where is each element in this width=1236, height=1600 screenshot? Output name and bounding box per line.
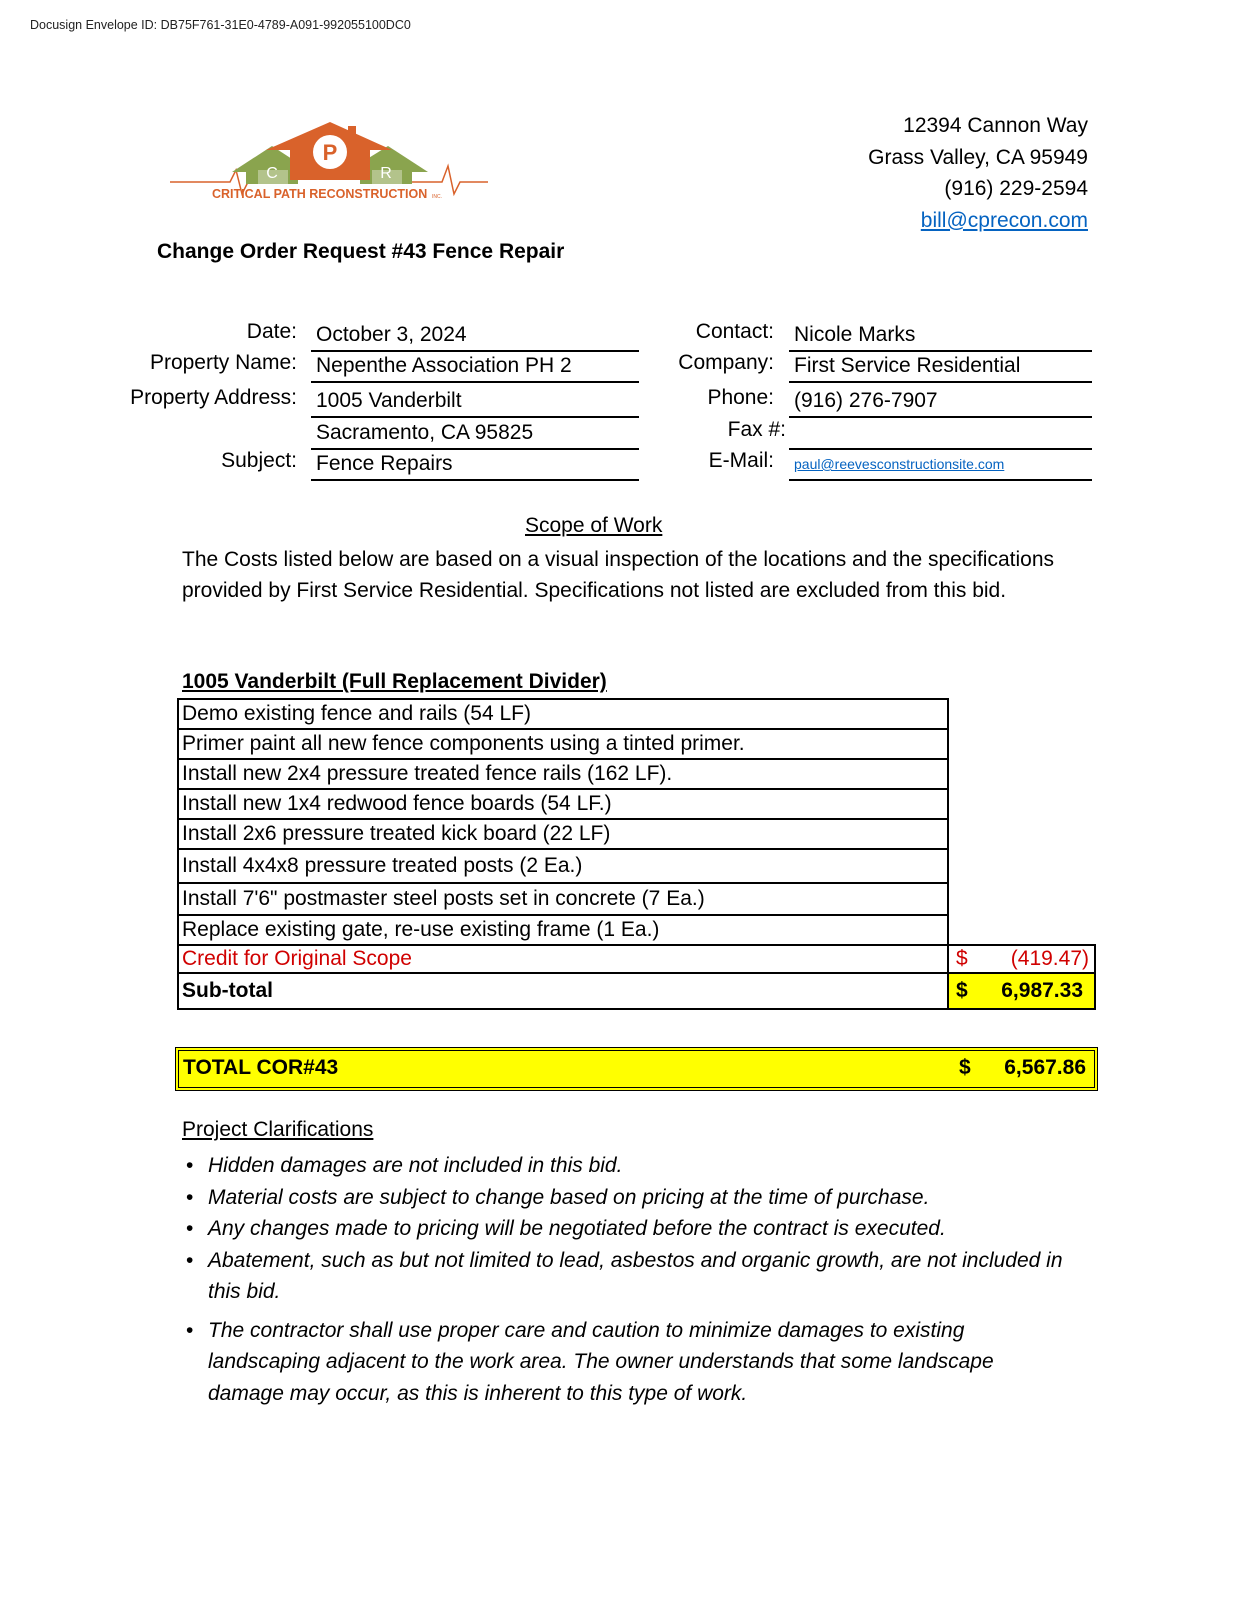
clarifications-list [186,1150,1066,1409]
date-value: October 3, 2024 [311,320,639,352]
table-row [178,883,1095,915]
total-amount: 6,567.86 [1004,1056,1086,1079]
property-address-line2: Sacramento, CA 95825 [311,418,639,450]
company-city: Grass Valley, CA 95949 [868,145,1088,169]
email-value[interactable]: paul@reevesconstructionsite.com [789,449,1092,481]
subtotal-label: Sub-total [178,973,948,1009]
phone-value: (916) 276-7907 [789,386,1092,418]
scope-items-table [177,698,1096,1010]
item-description: Install 2x6 pressure treated kick board (22 LF) [178,819,948,849]
item-description: Install new 2x4 pressure treated fence rails (162 LF). [178,759,948,789]
contact-label: Contact: [695,320,774,343]
item-description: Demo existing fence and rails (54 LF) [178,699,948,729]
total-label: TOTAL COR#43 [183,1056,339,1079]
list-item: • Any changes made to pricing will be negotiated before the contract is executed. [186,1213,1066,1245]
logo-letter-p: P [322,140,338,165]
contact-value: Nicole Marks [789,320,1092,352]
company-logo [170,120,488,212]
table-row [178,789,1095,819]
list-item: • Abatement, such as but not limited to lead, asbestos and organic growth, are not included in this bid. [186,1245,1066,1308]
company-phone: (916) 229-2594 [944,177,1088,200]
list-item: • The contractor shall use proper care and caution to minimize damages to existing landscaping adjacent to the work area. The owner understands that some landscape damage may occur, as this is inherent to this type of work. [186,1315,1066,1410]
property-address-line1: 1005 Vanderbilt [311,386,639,418]
item-description: Install 4x4x8 pressure treated posts (2 Ea.) [178,849,948,883]
subject-label: Subject: [221,449,297,472]
subtotal-currency: $ [956,979,968,1002]
table-row [178,849,1095,883]
company-address-block [868,110,1088,236]
list-item: • Material costs are subject to change based on pricing at the time of purchase. [186,1182,1066,1214]
clarifications-title: Project Clarifications [182,1118,374,1141]
credit-row [178,945,1095,973]
table-row [178,759,1095,789]
scope-text: The Costs listed below are based on a visual inspection of the locations and the specifications provided by First Service Residential. Specifications not listed are excluded from this bid. [182,548,1055,602]
scope-title: Scope of Work [525,514,663,537]
section-title: 1005 Vanderbilt (Full Replacement Divider) [182,670,607,693]
list-item: • Hidden damages are not included in this bid. [186,1150,1066,1182]
logo-suffix: INC. [432,194,442,200]
table-row [178,915,1095,945]
email-label: E-Mail: [708,449,774,472]
logo-letter-r: R [380,165,392,182]
item-description: Install 7'6" postmaster steel posts set in concrete (7 Ea.) [178,883,948,915]
credit-amount-cell [948,945,1095,973]
credit-amount: (419.47) [1010,947,1089,970]
item-description: Primer paint all new fence components using a tinted primer. [178,729,948,759]
property-name-value: Nepenthe Association PH 2 [311,351,639,383]
subtotal-amount: 6,987.33 [1001,979,1083,1002]
date-label: Date: [246,320,297,343]
subtotal-row [178,973,1095,1009]
property-address-label: Property Address: [130,386,297,409]
property-name-label: Property Name: [149,351,297,374]
item-description: Install new 1x4 redwood fence boards (54 LF.) [178,789,948,819]
company-email-link[interactable]: bill@cprecon.com [920,208,1088,232]
fax-value [789,418,1092,450]
total-row [175,1047,1098,1091]
phone-label: Phone: [707,386,774,409]
company-street: 12394 Cannon Way [903,114,1088,137]
table-row [178,819,1095,849]
total-currency: $ [959,1056,971,1079]
item-description: Replace existing gate, re-use existing frame (1 Ea.) [178,915,948,945]
document-title: Change Order Request #43 Fence Repair [157,240,565,263]
company-value: First Service Residential [789,351,1092,383]
subtotal-amount-cell [948,973,1095,1009]
logo-company-name: CRITICAL PATH RECONSTRUCTION [212,187,428,201]
credit-label: Credit for Original Scope [178,945,948,973]
fax-label: Fax #: [727,418,786,441]
table-row [178,699,1095,729]
company-label: Company: [678,351,774,374]
subject-value: Fence Repairs [311,449,639,481]
credit-currency: $ [956,947,968,970]
table-row [178,729,1095,759]
docusign-envelope-id: Docusign Envelope ID: DB75F761-31E0-4789-A091-992055100DC0 [30,18,411,32]
logo-letter-c: C [266,165,278,182]
